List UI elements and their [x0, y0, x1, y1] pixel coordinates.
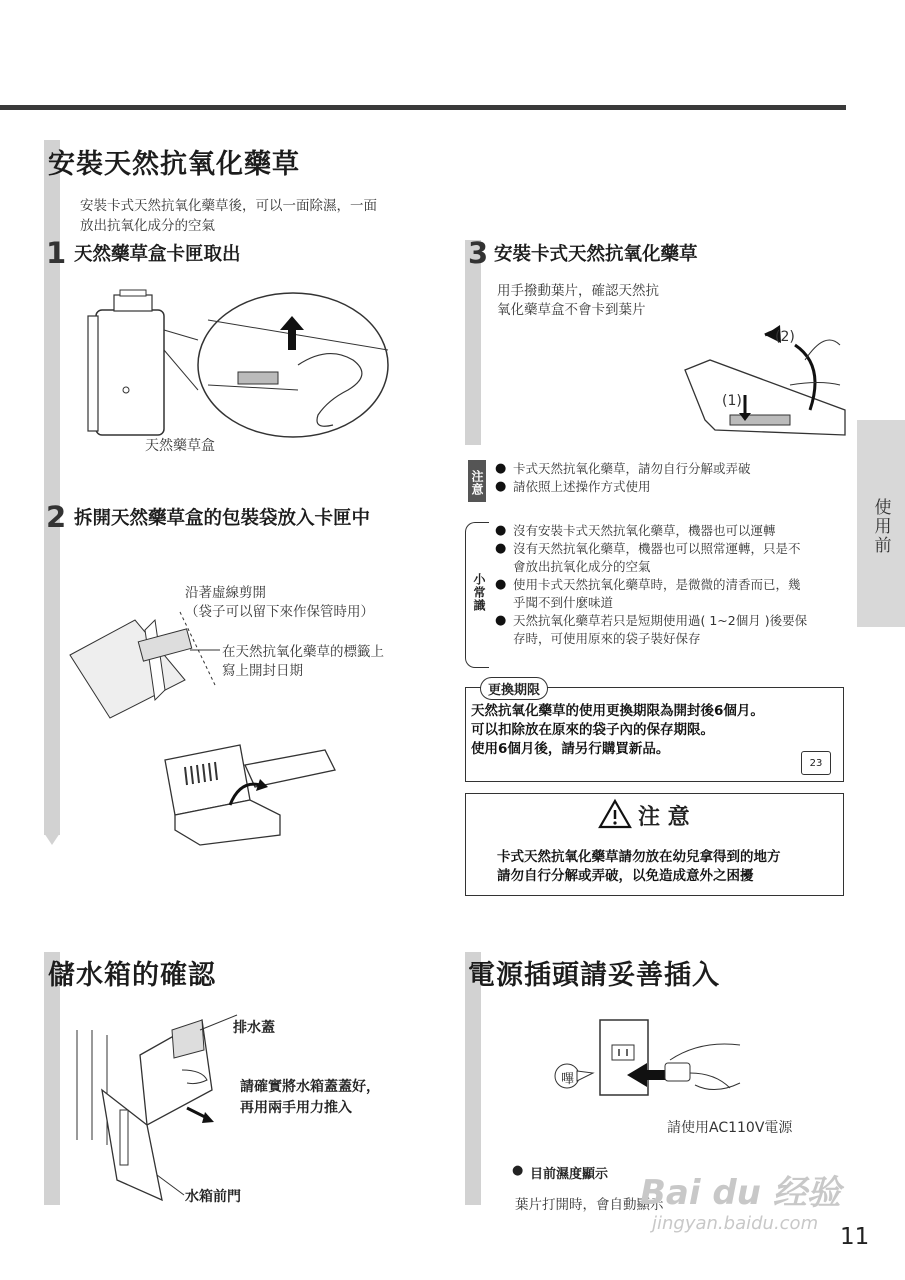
tips-item-line: 會放出抗氧化成分的空氣	[513, 559, 651, 574]
humidity-title-text: 目前濕度顯示	[530, 1167, 609, 1182]
step-3-number: 3	[468, 236, 489, 270]
step-2-title: 拆開天然藥草盒的包裝袋放入卡匣中	[74, 508, 371, 529]
tips-item	[495, 522, 845, 540]
section-title-plug: 電源插頭請妥善插入	[468, 960, 720, 991]
tips-item-line: ● 使用卡式天然抗氧化藥草時，是微微的清香而已，幾	[513, 577, 801, 592]
humidity-text: 葉片打開時，會自動顯示	[515, 1197, 664, 1213]
tips-item-line: ● 沒有天然抗氧化藥草，機器也可以照常運轉，只是不	[513, 541, 801, 556]
tank-instruction-line: 請確實將水箱蓋蓋好，	[240, 1079, 380, 1095]
step-3-text-line-2: 氧化藥草盒不會卡到葉片	[497, 302, 646, 318]
tips-item-line: 存時，可使用原來的袋子裝好保存	[513, 631, 701, 646]
section-bar-arrow	[44, 833, 60, 847]
watermark-brand: Bai du 经验	[640, 1173, 841, 1213]
tips-item-line: 乎聞不到什麼味道	[513, 595, 614, 610]
step-2-label-cut-line-2: （袋子可以留下來作保管時用）	[185, 604, 374, 620]
top-rule	[0, 105, 846, 110]
tips-item-line: ● 沒有安裝卡式天然抗氧化藥草，機器也可以運轉	[513, 523, 776, 538]
step-2-bag-illustration	[70, 600, 230, 720]
tips-item	[495, 576, 845, 612]
step-1-number: 1	[46, 236, 67, 270]
warning-line: 請勿自行分解或弄破，以免造成意外之困擾	[497, 868, 754, 884]
tips-list	[495, 522, 845, 648]
side-tab	[857, 420, 905, 627]
caution-note-item: ● 請依照上述操作方式使用	[495, 478, 751, 496]
warning-text	[497, 848, 781, 886]
warning-triangle-icon	[598, 799, 632, 829]
step-3-illustration	[685, 325, 845, 440]
tank-illustration	[72, 1010, 257, 1205]
step-3-bar	[465, 240, 481, 445]
step-3-callout-2: (2)	[775, 329, 795, 345]
side-tab-label: 使用前	[870, 498, 891, 555]
step-3-text	[497, 282, 659, 320]
humidity-bullet-icon: ●	[512, 1163, 524, 1178]
plug-illustration	[555, 1015, 755, 1110]
step-2-label-date-line-2: 寫上開封日期	[222, 663, 303, 679]
step-1-illustration	[88, 290, 393, 445]
herb-intro	[80, 196, 377, 236]
plug-sound: 嗶	[561, 1072, 575, 1087]
tips-item	[495, 612, 845, 648]
section-title-tank: 儲水箱的確認	[48, 960, 216, 991]
caution-note-list	[495, 460, 751, 496]
replace-line: 使用6個月後，請另行購買新品。	[471, 741, 670, 757]
step-3-title: 安裝卡式天然抗氧化藥草	[494, 244, 698, 265]
section-title-herb: 安裝天然抗氧化藥草	[48, 149, 300, 180]
step-2-label-date-line-1: 在天然抗氧化藥草的標籤上	[222, 644, 384, 660]
plug-power-note: 請使用AC110V電源	[667, 1120, 793, 1136]
page-ref-number: 23	[809, 758, 823, 769]
tips-item	[495, 540, 845, 576]
tips-item-line: ● 天然抗氧化藥草若只是短期使用過( 1~2個月 )後要保	[513, 613, 808, 628]
step-1-label: 天然藥草盒	[145, 438, 215, 454]
replace-text	[471, 702, 764, 759]
herb-intro-line-2: 放出抗氧化成分的空氣	[80, 218, 215, 234]
step-1-title: 天然藥草盒卡匣取出	[74, 244, 241, 265]
warning-title: 注 意	[638, 805, 690, 830]
warning-line: 卡式天然抗氧化藥草請勿放在幼兒拿得到的地方	[497, 849, 781, 865]
tips-label: 小常識	[472, 573, 486, 612]
tank-label-door: 水箱前門	[185, 1189, 241, 1205]
step-2-label-cut-line-1: 沿著虛線剪開	[185, 585, 266, 601]
step-3-text-line-1: 用手撥動葉片，確認天然抗	[497, 283, 659, 299]
page-number: 11	[840, 1224, 870, 1250]
step-3-callout-1: (1)	[722, 393, 742, 409]
replace-label: 更換期限	[480, 677, 548, 700]
watermark-url: jingyan.baidu.com	[652, 1213, 819, 1234]
caution-note-item: ● 卡式天然抗氧化藥草，請勿自行分解或弄破	[495, 460, 751, 478]
step-2-number: 2	[46, 500, 67, 534]
tank-instruction-line: 再用兩手用力推入	[240, 1100, 352, 1116]
tank-label-cover: 排水蓋	[233, 1020, 275, 1036]
caution-note-label: 注意	[468, 460, 486, 502]
step-2-label-date	[222, 643, 384, 681]
step-2-cartridge-illustration	[160, 745, 360, 850]
replace-line: 天然抗氧化藥草的使用更換期限為開封後6個月。	[471, 703, 764, 719]
page-ref-icon[interactable]	[801, 751, 831, 775]
herb-intro-line-1: 安裝卡式天然抗氧化藥草後，可以一面除濕，一面	[80, 198, 377, 214]
replace-line: 可以扣除放在原來的袋子內的保存期限。	[471, 722, 714, 738]
tank-instruction	[240, 1077, 380, 1119]
humidity-title	[512, 1163, 608, 1182]
